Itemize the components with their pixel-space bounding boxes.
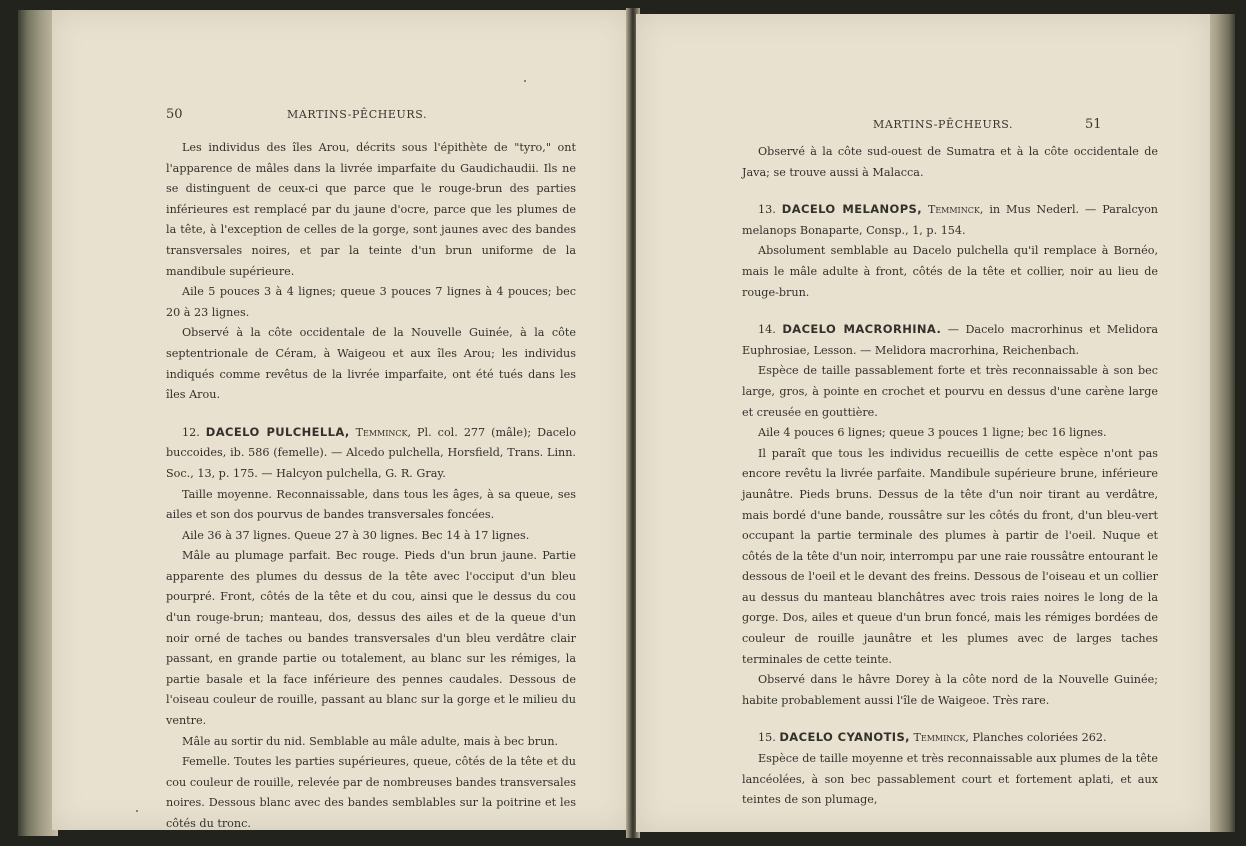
synonymy: — Dacelo macrorhinus et Melidora Euphrosiae, Lesson. — Melidora macrorhina, Reichenbach. bbox=[742, 323, 1159, 357]
synonymy: , Planches coloriées 262. bbox=[965, 731, 1107, 745]
page-number: 51 bbox=[1085, 117, 1102, 132]
paragraph: Mâle au sortir du nid. Semblable au mâle adulte, mais à bec brun. bbox=[182, 734, 559, 748]
paragraph: Espèce de taille passablement forte et très reconnaissable à son bec large, gros, à pointe en crochet et pourvu en dessus d'une carène large et creusée en gouttière. bbox=[742, 364, 1158, 419]
authority: Temminck bbox=[355, 425, 408, 439]
entry-number: 14. bbox=[758, 323, 776, 337]
paragraph: Absolument semblable au Dacelo pulchella qu'il remplace à Bornéo, mais le mâle adulte à front, côtés de la tête et collier, noir au lieu de rouge-brun. bbox=[742, 244, 1158, 299]
running-head: MARTINS-PÊCHEURS. bbox=[873, 118, 1014, 131]
species-entry-15 bbox=[742, 727, 1158, 749]
species-entry-14 bbox=[742, 319, 1158, 361]
right-page-body bbox=[742, 142, 1158, 811]
species-name: DACELO CYANOTIS, bbox=[779, 730, 910, 745]
species-name: DACELO MACRORHINA. bbox=[782, 322, 942, 337]
running-head: MARTINS-PÊCHEURS. bbox=[287, 108, 428, 121]
paper-speck bbox=[524, 80, 526, 82]
species-name: DACELO PULCHELLA, bbox=[205, 424, 350, 439]
paragraph: Observé à la côte occidentale de la Nouvelle Guinée, à la côte septentrionale de Céram, à Waigeou et aux îles Arou; les individus indiqués comme revêtus de la livrée imparfaite, ont été tués dans les îles Arou. bbox=[166, 326, 576, 402]
authority: Temminck bbox=[927, 203, 980, 217]
paragraph: Femelle. Toutes les parties supérieures, queue, côtés de la tête et du cou couleur de rouille, relevée par de nombreuses bandes transversales noires. Dessous blanc avec des bandes semblables sur la poitrine et les côtés du tronc. bbox=[166, 755, 576, 830]
entry-number: 12. bbox=[182, 425, 200, 439]
paragraph: Aile 36 à 37 lignes. Queue 27 à 30 lignes. Bec 14 à 17 lignes. bbox=[182, 528, 530, 542]
synonymy: , Pl. col. 277 (mâle); Dacelo buccoides, ib. 586 (femelle). — Alcedo pulchella, Horsfield, Trans. Linn. Soc., 13, p. 175. — Halcyon pulchella, G. R. Gray. bbox=[166, 425, 576, 480]
paragraph: Il paraît que tous les individus recueillis de cette espèce n'ont pas encore revêtu la livrée parfaite. Mandibule supérieure brune, inférieure jaunâtre. Pieds bruns. Dessus de la tête d'un noir tirant au verdâtre, mais bordé d'une bande, roussâtre sur les côtés du front, d'un bleu-vert occupant la partie terminale des plumes à partir de l'oeil. Nuque et côtés de la tête d'un noir, interrompu par une raie roussâtre entourant le dessous de l'oeil et le devant des freins. Dessous de l'oiseau et un collier au dessus du manteau blanchâtres avec trois raies noires le long de la gorge. Dos, ailes et queue d'un brun foncé, mais les rémiges bordées de couleur de rouille jaunâtre et les plumes avec de larges taches terminales de cette teinte. bbox=[742, 446, 1158, 666]
paragraph: Espèce de taille moyenne et très reconnaissable aux plumes de la tête lancéolées, à son bec passablement court et fortement aplati, et aux teintes de son plumage, bbox=[742, 752, 1158, 807]
species-entry-12 bbox=[166, 422, 576, 485]
paper-speck bbox=[136, 810, 138, 812]
entry-number: 13. bbox=[758, 203, 776, 217]
left-page bbox=[52, 10, 630, 830]
paragraph: Les individus des îles Arou, décrits sous l'épithète de "tyro," ont l'apparence de mâles dans la livrée imparfaite du Gaudichaudii. Ils ne se distinguent de ceux-ci que parce que le rouge-brun des parties inférieures est remplacé par du jaune d'ocre, parce que les plumes de la tête, à l'exception de celles de la gorge, sont jaunes avec des bandes transversales noires, et par la teinte d'un brun uniforme de la mandibule supérieure. bbox=[166, 141, 576, 278]
paragraph: Observé à la côte sud-ouest de Sumatra et à la côte occidentale de Java; se trouve aussi à Malacca. bbox=[742, 145, 1158, 179]
entry-number: 15. bbox=[758, 731, 776, 745]
authority: Temminck bbox=[913, 731, 966, 745]
page-number: 50 bbox=[166, 107, 183, 122]
paragraph: Observé dans le hâvre Dorey à la côte nord de la Nouvelle Guinée; habite probablement aussi l'île de Waigeoe. Très rare. bbox=[742, 673, 1158, 707]
paragraph: Mâle au plumage parfait. Bec rouge. Pieds d'un brun jaune. Partie apparente des plumes du dessus de la tête avec l'occiput d'un bleu pourpré. Front, côtés de la tête et du cou, ainsi que le dessus du cou d'un rouge-brun; manteau, dos, dessus des ailes et de la queue d'un noir orné de taches ou bandes transversales d'un bleu verdâtre clair passant, en grande partie ou totalement, au blanc sur les rémiges, la partie basale et la face inférieure des pennes caudales. Dessous de l'oiseau couleur de rouille, passant au blanc sur la gorge et le milieu du ventre. bbox=[166, 549, 576, 728]
paragraph: Aile 4 pouces 6 lignes; queue 3 pouces 1 ligne; bec 16 lignes. bbox=[758, 426, 1107, 440]
paragraph: Aile 5 pouces 3 à 4 lignes; queue 3 pouces 7 lignes à 4 pouces; bec 20 à 23 lignes. bbox=[166, 285, 576, 319]
species-name: DACELO MELANOPS, bbox=[781, 202, 923, 217]
synonymy: , in Mus Nederl. — Paralcyon melanops Bonaparte, Consp., 1, p. 154. bbox=[742, 203, 1159, 237]
left-page-body bbox=[166, 138, 576, 835]
right-page bbox=[636, 14, 1210, 832]
paragraph: Taille moyenne. Reconnaissable, dans tous les âges, à sa queue, ses ailes et son dos pourvus de bandes transversales foncées. bbox=[166, 487, 576, 522]
species-entry-13 bbox=[742, 199, 1158, 241]
